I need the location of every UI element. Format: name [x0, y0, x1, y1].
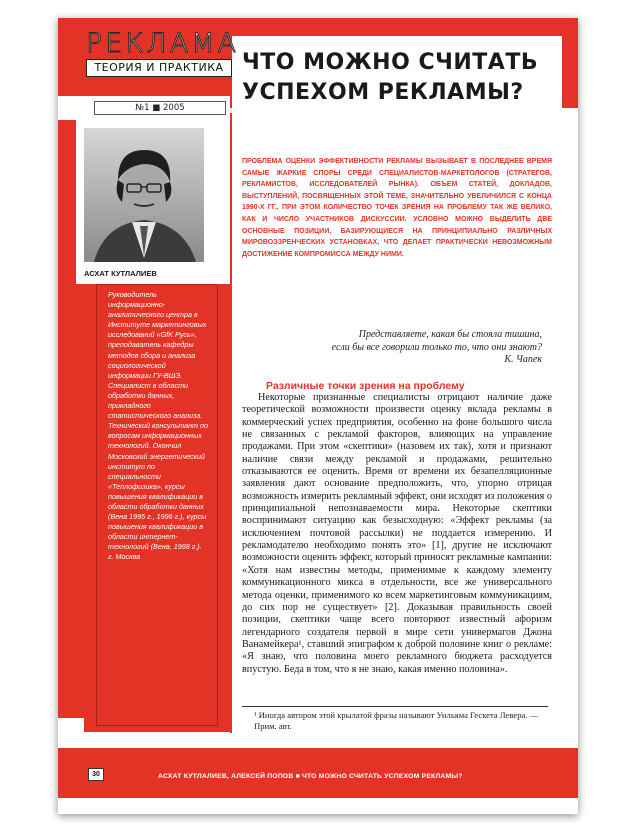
epigraph-line-2: если бы все говорили только то, что они знают?	[331, 342, 542, 353]
magazine-page	[58, 18, 578, 814]
footnote: ¹ Иногда автором этой крылатой фразы называют Уильяма Гескета Левера. — Прим. авт.	[254, 710, 539, 731]
magazine-logo-main: РЕКЛАМА	[86, 28, 240, 59]
footnote-divider	[242, 706, 548, 707]
section-subhead: Различные точки зрения на проблему	[266, 380, 465, 392]
epigraph	[242, 328, 542, 354]
epigraph-author: К. Чапек	[504, 354, 542, 365]
epigraph-line-1: Представляете, какая бы стояла тишина,	[358, 329, 542, 340]
article-title-line-1: ЧТО МОЖНО СЧИТАТЬ	[242, 50, 539, 75]
page-number: 30	[88, 768, 104, 781]
body-paragraph: Некоторые признанные специалисты отрицают наличие даже теоретической возможности произвести оценку вклада рекламы в коммерческий успех предприятия, особенно на фоне большого числа не связанных с рекламой факторов, влияющих на управление продажами. При этом «скептики» (назовем их так), хотя и признают наличие связи между рекламой и продажами, решительно отказываются ее оценить. Время от времени их безапелляционные заявления дают основание предположить, что, упорно отрицая возможность измерить рекламный эффект, они исходят из положения о принципиальной непознаваемости мира. Некоторые скептики воспринимают ситуацию как безысходную: «Эффект рекламы (за исключением почтовой рассылки) не поддается измерению. И рекламодателю необходимо понять это» [1], другие не исключают возможности оценить эффект, который приносят рекламные кампании: «Хотя нам известны методы, применимые к каждому элементу коммуникационного микса в отдельности, все же универсального метода оценки, применимого ко всем маркетинговым коммуникациям, до сих пор не существует» [2]. Доказывая правильность своей позиции, скептики чаще всего повторяют известный афоризм легендарного создателя первой в мире сети универмагов Джона Ванамейкера¹, ставший эпиграфом к доброй половине книг о рекламе: «Я знаю, что половина моего рекламного бюджета расходуется впустую. Беда в том, что я не знаю, какая именно половина».	[242, 392, 552, 675]
magazine-logo-sub: ТЕОРИЯ И ПРАКТИКА	[86, 59, 232, 77]
running-footer: АСХАТ КУТЛАЛИЕВ, АЛЕКСЕЙ ПОПОВ ■ ЧТО МОЖНО СЧИТАТЬ УСПЕХОМ РЕКЛАМЫ?	[158, 773, 463, 780]
article-lead: ПРОБЛЕМА ОЦЕНКИ ЭФФЕКТИВНОСТИ РЕКЛАМЫ ВЫЗЫВАЕТ В ПОСЛЕДНЕЕ ВРЕМЯ САМЫЕ ЖАРКИЕ СПОРЫ СРЕДИ СПЕЦИАЛИСТОВ-МАРКЕТОЛОГОВ (СТРАТЕГОВ, РЕКЛАМИСТОВ, ИССЛЕДОВАТЕЛЕЙ РЫНКА). ОБЪЕМ СТАТЕЙ, ДОКЛАДОВ, ВЫСТУПЛЕНИЙ, ПОСВЯЩЕННЫХ ЭТОЙ ТЕМЕ, ЗНАЧИТЕЛЬНО УВЕЛИЧИЛСЯ С КОНЦА 1990-Х ГГ., ПРИ ЭТОМ КОЛИЧЕСТВО ТОЧЕК ЗРЕНИЯ НА ПРОБЛЕМУ ТАК ЖЕ ВЕЛИКО, КАК И ЧИСЛО УЧАСТНИКОВ ДИСКУССИИ. УСЛОВНО МОЖНО ВЫДЕЛИТЬ ДВЕ ОСНОВНЫЕ ПОЗИЦИИ, БАЗИРУЮЩИЕСЯ НА ПРИНЦИПИАЛЬНО РАЗЛИЧНЫХ МИРОВОЗЗРЕНЧЕСКИХ УСТАНОВКАХ, ЧТО ДЕЛАЕТ ПРАКТИЧЕСКИ НЕВОЗМОЖНЫМ ДОСТИЖЕНИЕ КОМПРОМИССА МЕЖДУ НИМИ.	[242, 158, 552, 258]
issue-number: №1 ■ 2005	[94, 101, 226, 115]
author-bio: Руководитель информационно-аналитического центра в Институте маркетинговых исследований «GfK Русь», преподаватель кафедры методов сбора и анализа социологической информации ГУ-ВШЭ. Специалист в области обработки данных, прикладного статистического анализа. Технический консультант по вопросам информационных технологий. Окончил Московский энергетический институт по специальности «Теплофизика», курсы повышения квалификации в области обработки данных (Вена 1995 г., 1996 г.), курсы повышения квалификации в области интернет-технологий (Вена, 1998 г.). г. Москва	[108, 290, 208, 562]
author-name: АСХАТ КУТЛАЛИЕВ	[84, 269, 157, 278]
article-body	[242, 392, 552, 676]
article-title-line-2: УСПЕХОМ РЕКЛАМЫ?	[242, 80, 524, 105]
article-title	[242, 48, 562, 108]
author-photo	[84, 128, 204, 262]
author-portrait-icon	[84, 128, 204, 262]
